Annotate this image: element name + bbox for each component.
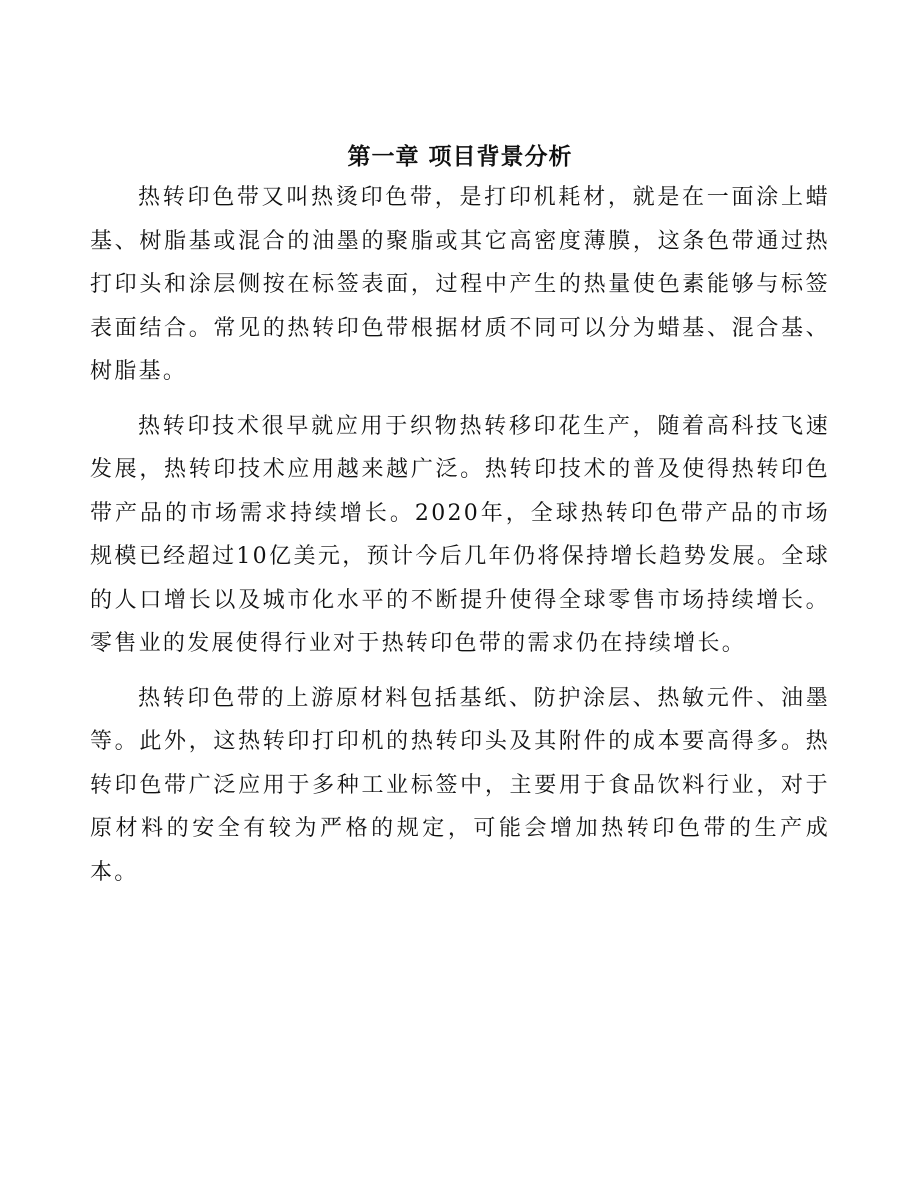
body-text [90,176,830,905]
chapter-title: 第一章 项目背景分析 [347,144,573,170]
paragraph-market-growth: 热转印技术很早就应用于织物热转移印花生产，随着高科技飞速发展，热转印技术应用越来越广泛。热转印技术的普及使得热转印色带产品的市场需求持续增长。2020年，全球热转印色带产品的市场规模已经超过10亿美元，预计今后几年仍将保持增长趋势发展。全球的人口增长以及城市化水平的不断提升使得全球零售市场持续增长。零售业的发展使得行业对于热转印色带的需求仍在持续增长。 [90,413,830,656]
paragraph-upstream-materials: 热转印色带的上游原材料包括基纸、防护涂层、热敏元件、油墨等。此外，这热转印打印机的热转印头及其附件的成本要高得多。热转印色带广泛应用于多种工业标签中，主要用于食品饮料行业，对于原材料的安全有较为严格的规定，可能会增加热转印色带的生产成本。 [90,685,830,885]
paragraph-thermal-ribbon-definition: 热转印色带又叫热烫印色带，是打印机耗材，就是在一面涂上蜡基、树脂基或混合的油墨的聚脂或其它高密度薄膜，这条色带通过热打印头和涂层侧按在标签表面，过程中产生的热量使色素能够与标签表面结合。常见的热转印色带根据材质不同可以分为蜡基、混合基、树脂基。 [90,185,830,384]
